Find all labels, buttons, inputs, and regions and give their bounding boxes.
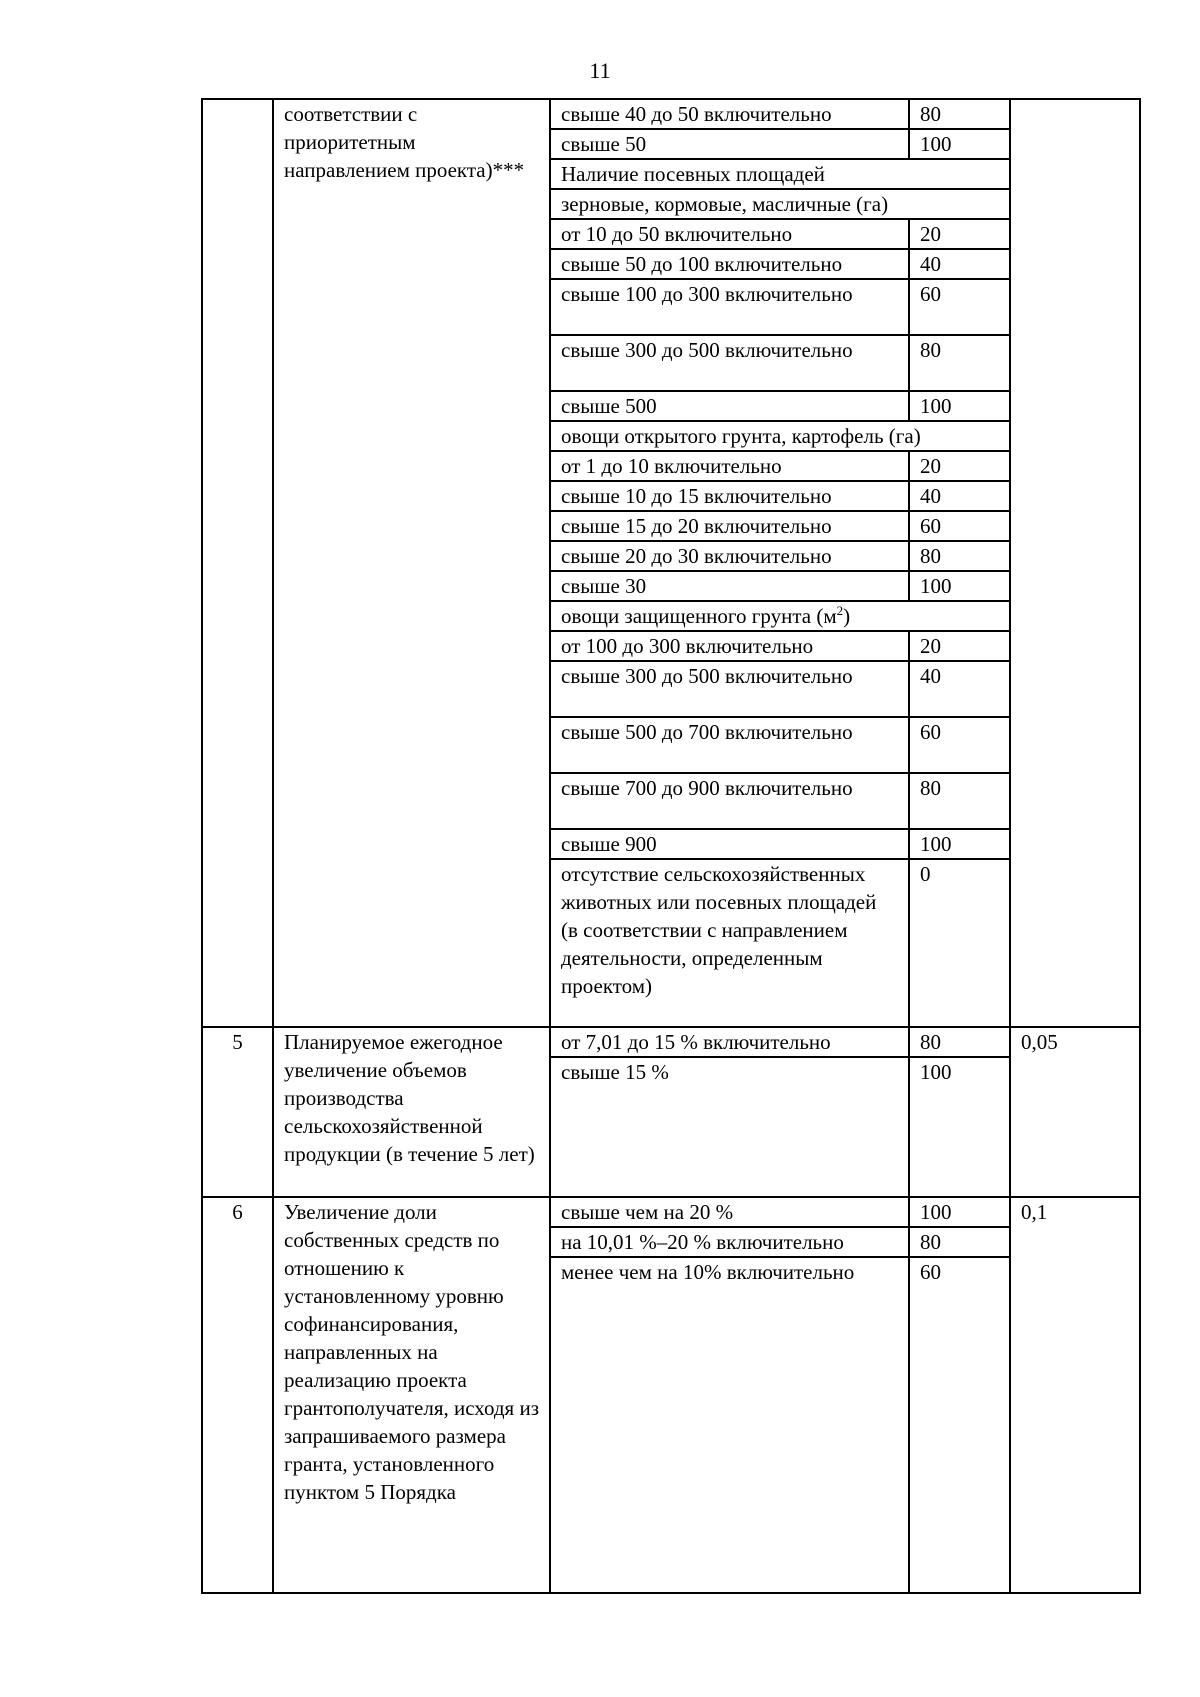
condition-cell: свыше чем на 20 % (550, 1197, 909, 1227)
condition-cell: свыше 500 до 700 включительно (550, 717, 909, 773)
criterion-cell: Увеличение доли собственных средств по отношению к установленному уровню софинансирования, направленных на реализацию проекта грантополучателя, исходя из запрашиваемого размера гранта, установленного пунктом 5 Порядка (273, 1197, 550, 1593)
condition-cell: от 10 до 50 включительно (550, 219, 909, 249)
condition-cell: от 100 до 300 включительно (550, 631, 909, 661)
condition-cell: свыше 15 % (550, 1057, 909, 1197)
score-cell: 100 (909, 1197, 1010, 1227)
score-cell: 20 (909, 631, 1010, 661)
condition-cell: свыше 500 (550, 391, 909, 421)
criterion-cell: Планируемое ежегодное увеличение объемов производства сельскохозяйственной продукции (в течение 5 лет) (273, 1027, 550, 1197)
condition-cell: свыше 300 до 500 включительно (550, 335, 909, 391)
table-row (202, 99, 1140, 129)
subheader-cell: зерновые, кормовые, масличные (га) (550, 189, 1010, 219)
criterion-cell: соответствии с приоритетным направлением проекта)*** (273, 99, 550, 1027)
score-cell: 60 (909, 511, 1010, 541)
condition-cell: свыше 10 до 15 включительно (550, 481, 909, 511)
condition-cell: свыше 30 (550, 571, 909, 601)
score-cell: 80 (909, 99, 1010, 129)
score-cell: 80 (909, 1227, 1010, 1257)
score-cell: 100 (909, 571, 1010, 601)
score-cell: 100 (909, 1057, 1010, 1197)
row-number-cell: 6 (202, 1197, 273, 1593)
table-row (202, 1197, 1140, 1227)
score-cell: 80 (909, 773, 1010, 829)
row-number-cell: 5 (202, 1027, 273, 1197)
table-row (202, 1027, 1140, 1057)
weight-cell: 0,05 (1010, 1027, 1140, 1197)
score-cell: 60 (909, 279, 1010, 335)
condition-cell: отсутствие сельскохозяйственных животных или посевных площадей (в соответствии с направлением деятельности, определенным проектом) (550, 859, 909, 1027)
score-cell: 60 (909, 1257, 1010, 1593)
score-cell: 80 (909, 335, 1010, 391)
score-cell: 100 (909, 829, 1010, 859)
subheader-cell: Наличие посевных площадей (550, 159, 1010, 189)
subheader-cell: овощи открытого грунта, картофель (га) (550, 421, 1010, 451)
score-cell: 20 (909, 451, 1010, 481)
score-cell: 80 (909, 1027, 1010, 1057)
score-cell: 40 (909, 661, 1010, 717)
condition-cell: менее чем на 10% включительно (550, 1257, 909, 1593)
condition-cell: свыше 100 до 300 включительно (550, 279, 909, 335)
page-number: 11 (589, 58, 611, 83)
condition-cell: свыше 50 (550, 129, 909, 159)
weight-cell: 0,1 (1010, 1197, 1140, 1593)
condition-cell: свыше 300 до 500 включительно (550, 661, 909, 717)
condition-cell: от 7,01 до 15 % включительно (550, 1027, 909, 1057)
score-cell: 40 (909, 481, 1010, 511)
score-cell: 20 (909, 219, 1010, 249)
criteria-table (201, 98, 1141, 1594)
subheader-cell (550, 601, 1010, 631)
weight-cell (1010, 99, 1140, 1027)
condition-cell: свыше 50 до 100 включительно (550, 249, 909, 279)
row-number-cell (202, 99, 273, 1027)
condition-cell: свыше 15 до 20 включительно (550, 511, 909, 541)
condition-cell: свыше 700 до 900 включительно (550, 773, 909, 829)
score-cell: 80 (909, 541, 1010, 571)
score-cell: 100 (909, 391, 1010, 421)
score-cell: 0 (909, 859, 1010, 1027)
superscript: 2 (836, 603, 844, 618)
score-cell: 40 (909, 249, 1010, 279)
condition-cell: свыше 40 до 50 включительно (550, 99, 909, 129)
condition-cell: свыше 20 до 30 включительно (550, 541, 909, 571)
condition-cell: свыше 900 (550, 829, 909, 859)
score-cell: 100 (909, 129, 1010, 159)
subheader-text-end: ) (843, 604, 851, 628)
condition-cell: от 1 до 10 включительно (550, 451, 909, 481)
condition-cell: на 10,01 %–20 % включительно (550, 1227, 909, 1257)
score-cell: 60 (909, 717, 1010, 773)
subheader-text: овощи защищенного грунта (м (561, 604, 837, 628)
